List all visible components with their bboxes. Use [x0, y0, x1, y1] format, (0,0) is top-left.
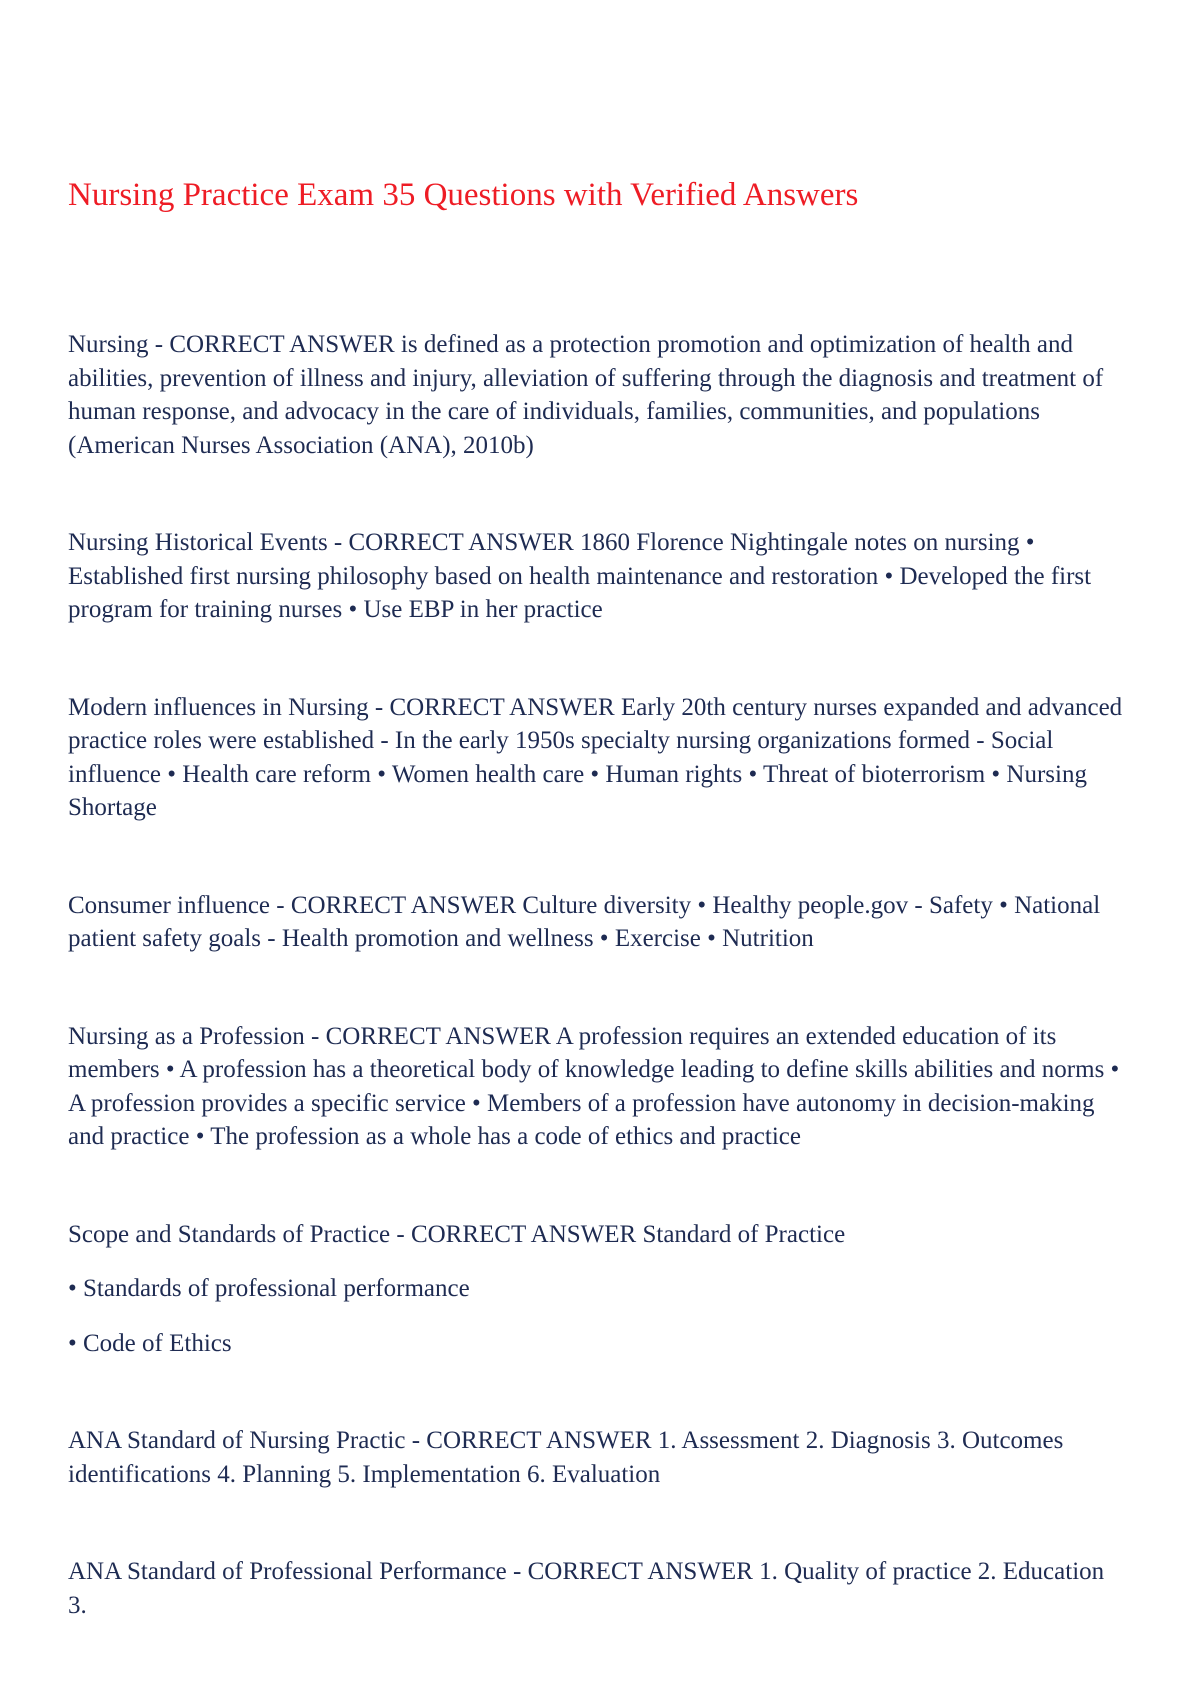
qa-entry-text: Nursing - CORRECT ANSWER is defined as a protection promotion and optimization of health and abilities, prevention of illness and injury, alleviation of suffering through the diagnosis and treatment of human response, and advocacy in the care of individuals, families, communities, and populations (American Nurses Association (ANA), 2010b)	[68, 331, 1104, 459]
qa-entry-text: ANA Standard of Nursing Practic - CORRECT ANSWER 1. Assessment 2. Diagnosis 3. Outcomes identifications 4. Planning 5. Implementation 6. Evaluation	[68, 1427, 1064, 1488]
qa-entry-text: Consumer influence - CORRECT ANSWER Culture diversity • Healthy people.gov - Safety • National patient safety goals - Health promotion and wellness • Exercise • Nutrition	[68, 891, 1101, 952]
qa-entry	[68, 1020, 1126, 1154]
qa-entry	[68, 691, 1126, 825]
qa-entry	[68, 328, 1126, 462]
qa-entry	[68, 889, 1126, 956]
qa-entries	[68, 328, 1126, 1686]
qa-entry-text: ANA Standard of Professional Performance - CORRECT ANSWER 1. Quality of practice 2. Education 3.	[68, 1558, 1105, 1619]
qa-entry-text: Modern influences in Nursing - CORRECT ANSWER Early 20th century nurses expanded and advanced practice roles were established - In the early 1950s specialty nursing organizations formed - Social influence • Health care reform • Women health care • Human rights • Threat of bioterrorism • Nursing Shortage	[68, 693, 1123, 821]
qa-entry-text: Nursing as a Profession - CORRECT ANSWER A profession requires an extended education of its members • A profession has a theoretical body of knowledge leading to define skills abilities and norms • A profession provides a specific service • Members of a profession have autonomy in decision-making and practice • The profession as a whole has a code of ethics and practice	[68, 1022, 1120, 1150]
qa-entry	[68, 1424, 1126, 1491]
qa-entry-bullet: • Standards of professional performance	[68, 1275, 470, 1302]
qa-entry	[68, 1218, 1126, 1361]
qa-entry	[68, 1555, 1126, 1622]
qa-entry-bullet: • Code of Ethics	[68, 1329, 232, 1357]
qa-entry-text: Nursing Historical Events - CORRECT ANSWER 1860 Florence Nightingale notes on nursing • Established first nursing philosophy based on health maintenance and restoration • Developed the first program for training nurses • Use EBP in her practice	[68, 529, 1092, 623]
qa-entry-text: Scope and Standards of Practice - CORRECT ANSWER Standard of Practice	[68, 1220, 846, 1248]
qa-entry	[68, 526, 1126, 627]
document-title: Nursing Practice Exam 35 Questions with Verified Answers	[68, 177, 859, 213]
